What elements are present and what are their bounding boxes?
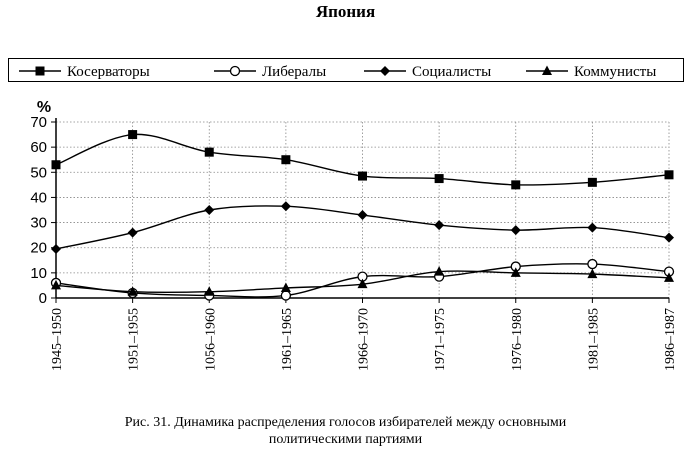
data-point-diamond (358, 210, 368, 220)
legend-label: Либералы (262, 64, 327, 80)
legend-label: Коммунисты (574, 64, 657, 80)
data-point-diamond (511, 225, 521, 235)
x-tick-label: 1961–1965 (279, 308, 295, 371)
x-tick-label: 1966–1970 (356, 308, 372, 371)
y-tick-label: 20 (30, 239, 47, 257)
y-axis-label: % (36, 99, 52, 116)
data-point-diamond (434, 220, 444, 230)
legend-label: Косерваторы (67, 64, 150, 80)
data-point-diamond (664, 233, 674, 243)
data-point-diamond (281, 201, 291, 211)
caption-line-1: Рис. 31. Динамика распределения голосов избирателей между основными (124, 415, 567, 430)
data-point-circle-open (281, 291, 290, 300)
y-tick-label: 50 (30, 164, 47, 182)
chart-title: Япония (315, 2, 376, 21)
data-point-square (588, 178, 597, 187)
x-tick-label: 1986–1987 (663, 308, 678, 371)
figure-caption (40, 414, 651, 448)
data-point-circle-open (588, 260, 597, 269)
data-point-square (358, 172, 367, 181)
x-tick-label: 1976–1980 (509, 308, 525, 371)
data-point-diamond (204, 205, 214, 215)
y-tick-label: 60 (30, 139, 47, 157)
x-tick-label: 1945–1950 (50, 308, 65, 371)
data-point-square (511, 180, 520, 189)
data-point-diamond (587, 223, 597, 233)
data-point-diamond (128, 228, 138, 238)
data-point-square (128, 130, 137, 139)
x-tick-label: 1971–1975 (433, 308, 449, 371)
y-tick-label: 0 (38, 290, 47, 307)
x-tick-label: 1951–1955 (126, 308, 142, 371)
data-point-square (205, 148, 214, 157)
data-point-square (52, 160, 61, 169)
y-tick-label: 10 (30, 264, 47, 282)
y-tick-label: 70 (30, 114, 47, 131)
y-tick-label: 40 (30, 189, 47, 207)
data-point-square (281, 155, 290, 164)
y-tick-label: 30 (30, 214, 47, 232)
x-tick-label: 1981–1985 (586, 308, 602, 371)
caption-line-2: политическими партиями (268, 432, 423, 447)
legend-label: Социалисты (412, 64, 492, 80)
data-point-square (435, 174, 444, 183)
x-tick-label: 1056–1960 (203, 308, 219, 371)
data-point-square (665, 170, 674, 179)
data-point-diamond (51, 244, 61, 254)
